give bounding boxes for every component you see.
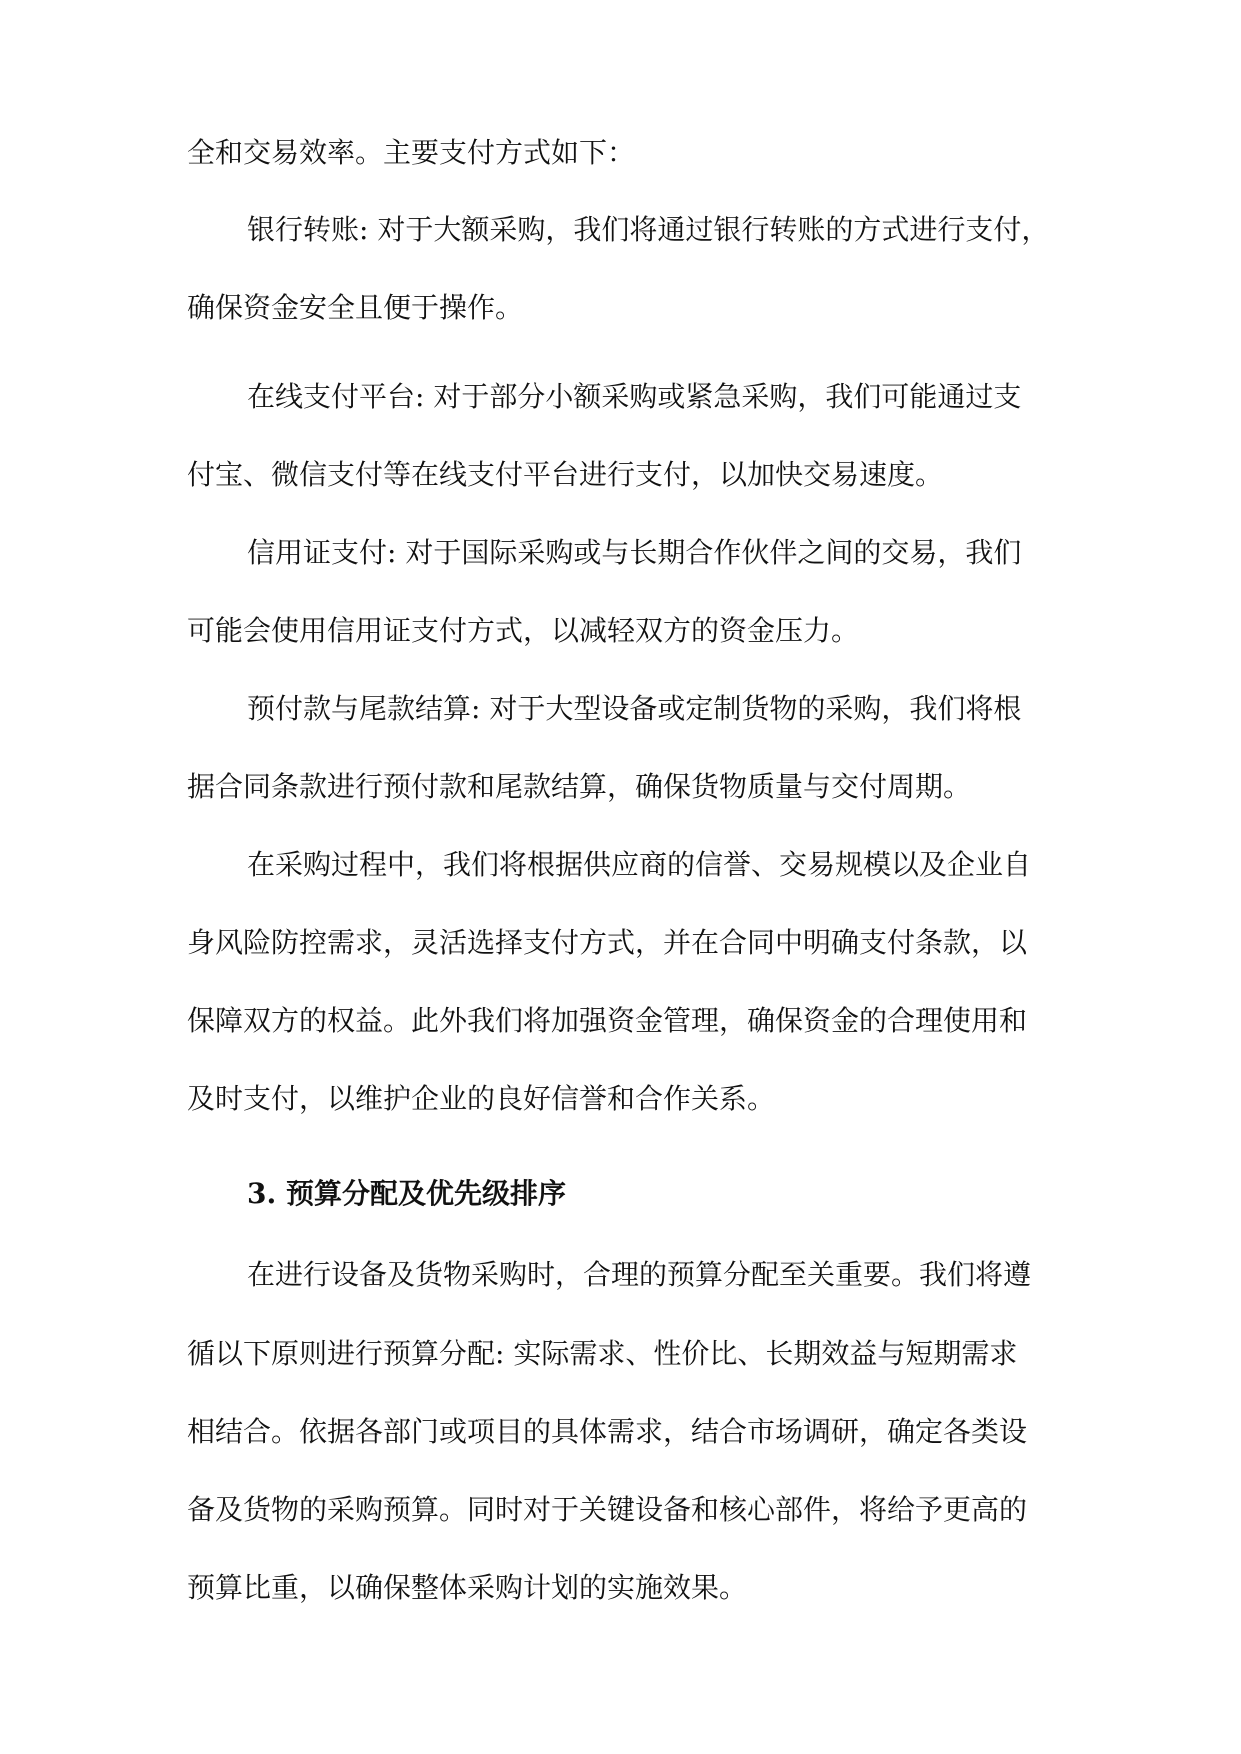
paragraph-line: 据合同条款进行预付款和尾款结算，确保货物质量与交付周期。 xyxy=(187,770,972,803)
paragraph-line: 在进行设备及货物采购时，合理的预算分配至关重要。我们将遵 xyxy=(247,1258,1032,1291)
paragraph-line: 全和交易效率。主要支付方式如下： xyxy=(187,136,636,169)
paragraph-line: 备及货物的采购预算。同时对于关键设备和核心部件，将给予更高的 xyxy=(187,1493,1028,1526)
paragraph-line: 信用证支付: 对于国际采购或与长期合作伙伴之间的交易，我们 xyxy=(247,536,1022,569)
paragraph-line: 可能会使用信用证支付方式，以减轻双方的资金压力。 xyxy=(187,614,860,647)
paragraph-line: 银行转账: 对于大额采购，我们将通过银行转账的方式进行支付， xyxy=(247,213,1050,246)
paragraph-line: 在采购过程中，我们将根据供应商的信誉、交易规模以及企业自 xyxy=(247,848,1032,881)
paragraph-line: 身风险防控需求，灵活选择支付方式，并在合同中明确支付条款，以 xyxy=(187,926,1028,959)
paragraph-line: 在线支付平台: 对于部分小额采购或紧急采购，我们可能通过支 xyxy=(247,380,1022,413)
paragraph-line: 预付款与尾款结算: 对于大型设备或定制货物的采购，我们将根 xyxy=(247,692,1022,725)
paragraph-line: 相结合。依据各部门或项目的具体需求，结合市场调研，确定各类设 xyxy=(187,1415,1028,1448)
paragraph-line: 付宝、微信支付等在线支付平台进行支付，以加快交易速度。 xyxy=(187,458,944,491)
paragraph-line: 及时支付，以维护企业的良好信誉和合作关系。 xyxy=(187,1082,776,1115)
section-heading: 3. 预算分配及优先级排序 xyxy=(247,1177,566,1210)
paragraph-line: 确保资金安全且便于操作。 xyxy=(187,291,524,324)
paragraph-line: 保障双方的权益。此外我们将加强资金管理，确保资金的合理使用和 xyxy=(187,1004,1028,1037)
paragraph-line: 循以下原则进行预算分配: 实际需求、性价比、长期效益与短期需求 xyxy=(187,1337,1018,1370)
paragraph-line: 预算比重，以确保整体采购计划的实施效果。 xyxy=(187,1571,748,1604)
